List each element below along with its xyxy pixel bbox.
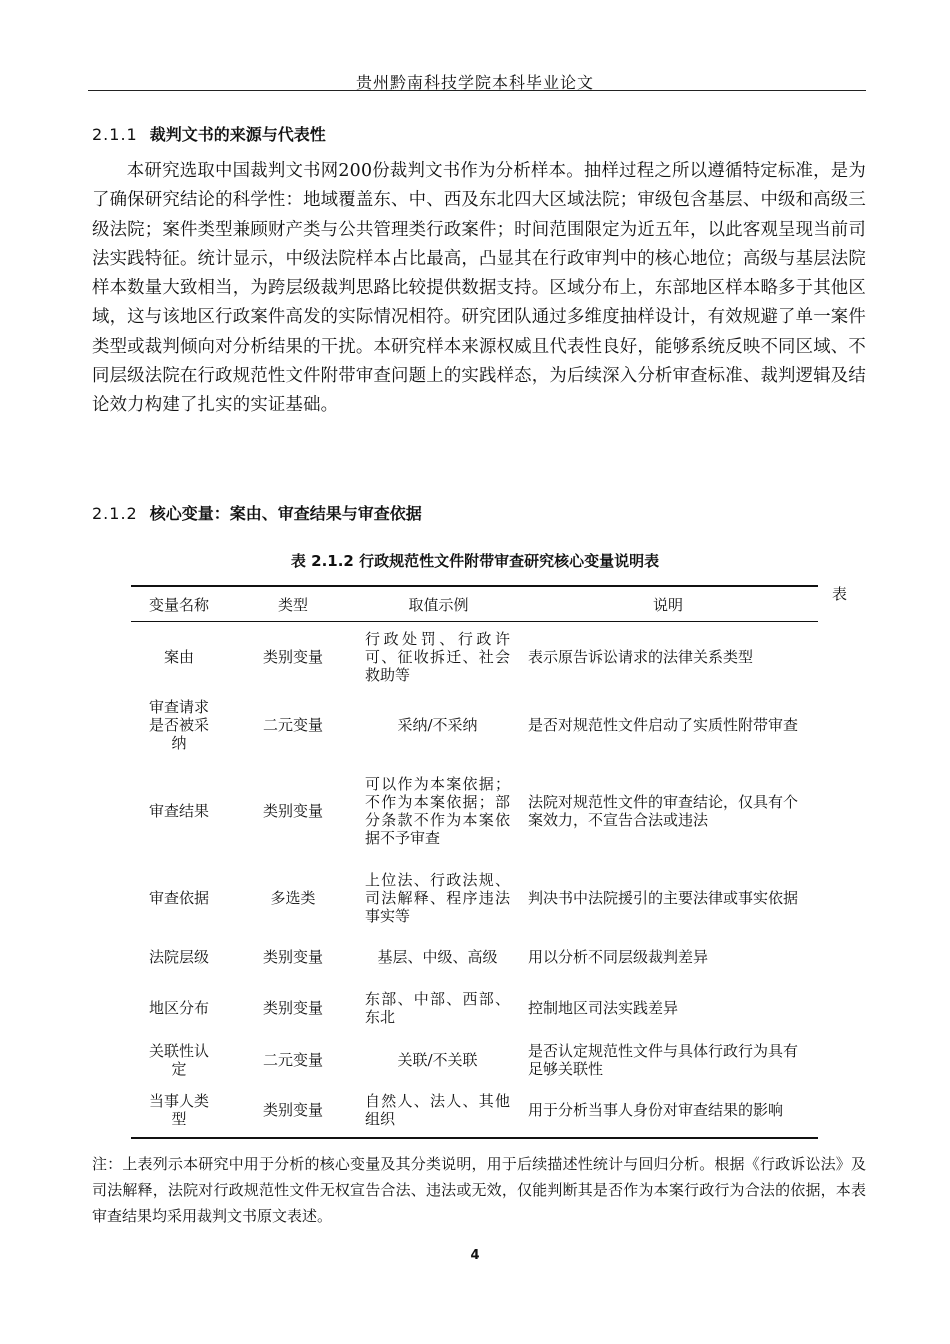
- table-row: [131, 1084, 818, 1138]
- cell-type: 类别变量: [262, 999, 323, 1017]
- cell-values: 关联/不关联: [397, 1050, 478, 1069]
- table-row: [131, 622, 818, 692]
- section-number: 2.1.2: [92, 504, 138, 523]
- header-variable-name: 变量名称: [148, 595, 209, 614]
- cell-type: 二元变量: [262, 1050, 323, 1069]
- section-heading-2-1-1: [92, 122, 326, 145]
- section-title: 裁判文书的来源与代表性: [149, 125, 326, 144]
- cell-values: 东部、中部、西部、东北: [365, 990, 510, 1026]
- cell-variable-name: 地区分布: [148, 999, 209, 1017]
- cell-description: 法院对规范性文件的审查结论，仅具有个案效力，不宣告合法或违法: [528, 792, 799, 829]
- table-header-row: [131, 586, 818, 622]
- table-row: [131, 692, 818, 759]
- variables-table: [131, 585, 818, 1139]
- cell-values: 自然人、法人、其他组织: [365, 1092, 510, 1128]
- cell-variable-name: 审查请求是否被采纳: [149, 698, 210, 752]
- table-row: [131, 1036, 818, 1084]
- header-rule: [88, 90, 866, 91]
- cell-description: 用以分析不同层级裁判差异: [528, 947, 709, 966]
- margin-stray-char: 表: [832, 585, 848, 603]
- cell-type: 类别变量: [262, 1101, 323, 1119]
- cell-type: 类别变量: [262, 801, 323, 820]
- cell-type: 二元变量: [262, 716, 323, 734]
- cell-description: 表示原告诉讼请求的法律关系类型: [528, 647, 754, 666]
- header-description: 说明: [652, 595, 683, 614]
- cell-values: 采纳/不采纳: [397, 716, 478, 734]
- cell-variable-name: 当事人类型: [148, 1092, 209, 1128]
- cell-type: 多选类: [270, 888, 316, 907]
- body-paragraph: 本研究选取中国裁判文书网200份裁判文书作为分析样本。抽样过程之所以遵循特定标准，是为了确保研究结论的科学性：地域覆盖东、中、西及东北四大区域法院；审级包含基层、中级和高级三级法院；案件类型兼顾财产类与公共管理类行政案件；时间范围限定为近五年，以此客观呈现当前司法实践特征。统计显示，中级法院样本占比最高，凸显其在行政审判中的核心地位；高级与基层法院样本数量大致相当，为跨层级裁判思路比较提供数据支持。区域分布上，东部地区样本略多于其他区域，这与该地区行政案件高发的实际情况相符。研究团队通过多维度抽样设计，有效规避了单一案件类型或裁判倾向对分析结果的干扰。本研究样本来源权威且代表性良好，能够系统反映不同区域、不同层级法院在行政规范性文件附带审查问题上的实践样态，为后续深入分析审查标准、裁判逻辑及结论效力构建了扎实的实证基础。: [92, 161, 866, 416]
- header-values: 取值示例: [408, 595, 469, 614]
- cell-values: 可以作为本案依据；不作为本案依据；部分条款不作为本案依据不予审查: [365, 774, 510, 847]
- cell-variable-name: 关联性认定: [148, 1041, 209, 1078]
- table-caption: 表 2.1.2 行政规范性文件附带审查研究核心变量说明表: [290, 552, 660, 570]
- cell-type: 类别变量: [262, 647, 323, 666]
- running-header: 贵州黔南科技学院本科毕业论文: [355, 73, 594, 92]
- header-type: 类型: [277, 595, 308, 614]
- section-heading-2-1-2: [92, 501, 422, 524]
- cell-variable-name: 法院层级: [148, 947, 209, 966]
- cell-description: 控制地区司法实践差异: [528, 999, 679, 1017]
- table-row: [131, 981, 818, 1036]
- cell-type: 类别变量: [262, 947, 323, 966]
- cell-description: 判决书中法院援引的主要法律或事实依据: [528, 888, 799, 907]
- cell-values: 行政处罚、行政许可、征收拆迁、社会救助等: [365, 629, 510, 684]
- cell-description: 用于分析当事人身份对审查结果的影响: [528, 1101, 784, 1119]
- table-row: [131, 759, 818, 863]
- section-number: 2.1.1: [92, 125, 138, 144]
- table-row: [131, 863, 818, 933]
- cell-description: 是否对规范性文件启动了实质性附带审查: [528, 716, 799, 734]
- table-note: 注：上表列示本研究中用于分析的核心变量及其分类说明，用于后续描述性统计与回归分析。根据《行政诉讼法》及司法解释，法院对行政规范性文件无权宣告合法、违法或无效，仅能判断其是否作为本案行政行为合法的依据，本表审查结果均采用裁判文书原文表述。: [92, 1155, 866, 1225]
- cell-variable-name: 审查结果: [148, 801, 209, 820]
- section-title: 核心变量：案由、审查结果与审查依据: [149, 504, 422, 523]
- page-number: 4: [470, 1248, 480, 1263]
- cell-values: 基层、中级、高级: [377, 947, 498, 966]
- cell-variable-name: 审查依据: [148, 888, 209, 907]
- table-row: [131, 933, 818, 981]
- cell-description: 是否认定规范性文件与具体行政行为具有足够关联性: [528, 1041, 799, 1078]
- cell-values: 上位法、行政法规、司法解释、程序违法事实等: [365, 870, 510, 925]
- cell-variable-name: 案由: [163, 647, 194, 666]
